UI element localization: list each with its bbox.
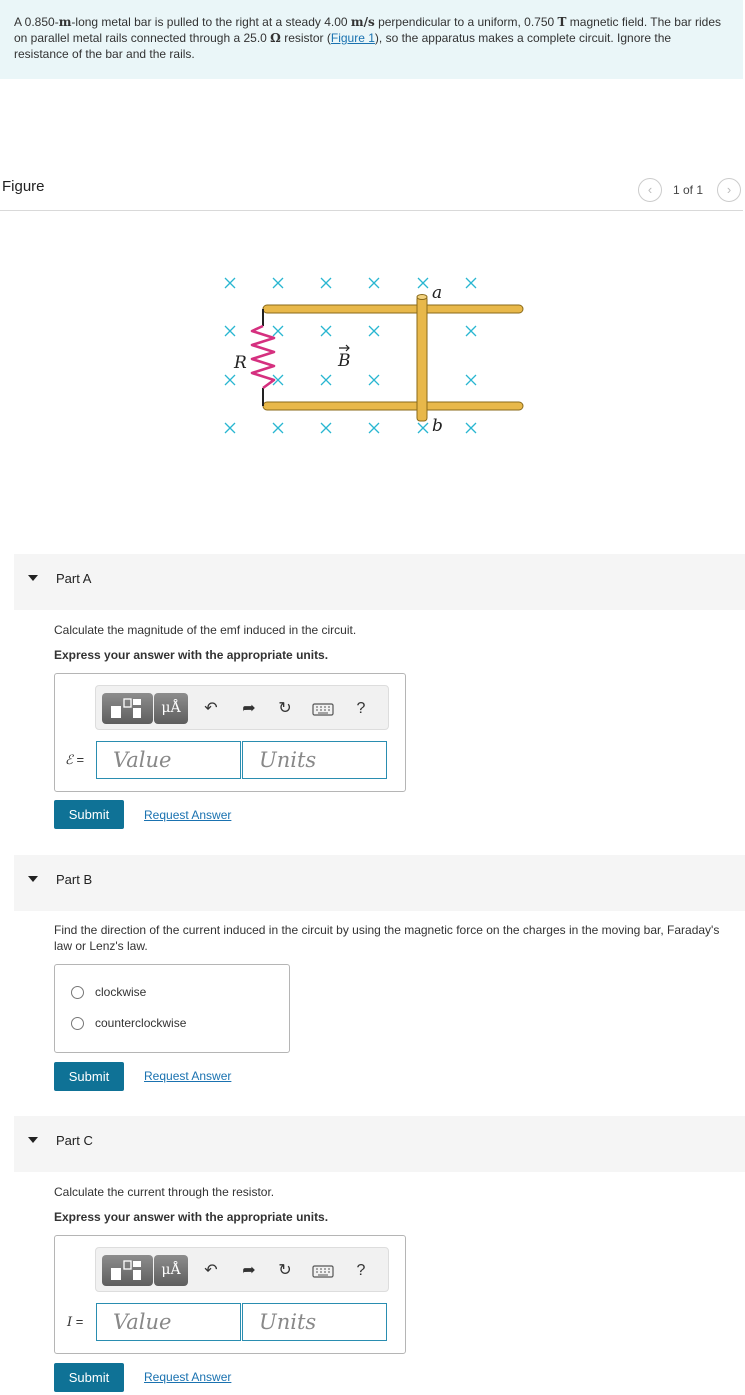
part-a-answer-box <box>54 673 406 792</box>
option-label[interactable]: clockwise <box>95 985 147 999</box>
resistor <box>252 326 274 388</box>
variable-symbol: ℰ <box>65 753 73 768</box>
variable-symbol: I <box>67 1315 73 1330</box>
help-button[interactable]: ? <box>356 1262 366 1279</box>
part-c-answer-box <box>54 1235 406 1354</box>
metal-bar-top <box>417 295 427 300</box>
option-label[interactable]: counterclockwise <box>95 1016 187 1030</box>
units-button[interactable]: μÅ <box>154 693 188 724</box>
figure-title: Figure <box>2 178 45 195</box>
label-R: R <box>234 353 247 373</box>
part-b-title: Part B <box>56 872 93 887</box>
problem-text: magnetic field. The bar rides on parallel metal rails connected through a 25.0 <box>14 15 721 45</box>
units-button[interactable]: μÅ <box>154 1255 188 1286</box>
units-input[interactable]: Units <box>242 1303 387 1341</box>
templates-icon <box>102 1255 153 1286</box>
request-answer-link[interactable]: Request Answer <box>144 808 232 822</box>
figure-header <box>0 172 743 211</box>
equals-sign: = <box>72 1314 84 1329</box>
chevron-left-icon[interactable]: ‹ <box>638 178 662 202</box>
request-answer-link[interactable]: Request Answer <box>144 1370 232 1384</box>
problem-text: A 0.850- <box>14 15 59 29</box>
caret-down-icon[interactable] <box>28 876 38 882</box>
problem-statement <box>0 0 743 79</box>
part-c-instruction: Express your answer with the appropriate units. <box>54 1210 329 1224</box>
caret-down-icon[interactable] <box>28 1137 38 1143</box>
keyboard-icon[interactable] <box>312 1260 334 1282</box>
problem-text: resistor ( <box>280 31 331 45</box>
figure-pager: 1 of 1 <box>673 183 704 197</box>
unit-ohm: Ω <box>270 31 281 45</box>
radio-button[interactable] <box>71 1017 84 1030</box>
bottom-rail <box>263 402 523 410</box>
direction-options <box>54 964 290 1053</box>
submit-button[interactable]: Submit <box>54 800 124 829</box>
part-c-header[interactable] <box>14 1116 745 1172</box>
part-a-header[interactable] <box>14 554 745 610</box>
units-input[interactable]: Units <box>242 741 387 779</box>
templates-button[interactable] <box>102 1255 153 1286</box>
templates-button[interactable] <box>102 693 153 724</box>
reset-icon[interactable]: ↻ <box>278 700 292 717</box>
unit-tesla: T <box>557 15 567 29</box>
top-rail <box>263 305 523 313</box>
part-a-question: Calculate the magnitude of the emf induced in the circuit. <box>54 623 357 637</box>
variable-label <box>65 752 84 768</box>
templates-icon <box>102 693 153 724</box>
label-a: a <box>432 283 443 303</box>
chevron-right-icon[interactable]: › <box>717 178 741 202</box>
unit-mps: m/s <box>350 15 375 29</box>
caret-down-icon[interactable] <box>28 575 38 581</box>
variable-label <box>67 1314 83 1330</box>
undo-icon[interactable]: ↶ <box>204 1262 218 1279</box>
unit-m: m <box>58 15 72 29</box>
value-input[interactable]: Value <box>96 1303 241 1341</box>
math-toolbar <box>95 1247 389 1292</box>
submit-button[interactable]: Submit <box>54 1062 124 1091</box>
metal-bar <box>417 296 427 421</box>
math-toolbar <box>95 685 389 730</box>
help-button[interactable]: ? <box>356 700 366 717</box>
equals-sign: = <box>72 752 85 767</box>
label-B: B <box>338 351 351 371</box>
problem-text: ), so the apparatus makes a complete circuit. Ignore the resistance of the bar and the rails. <box>14 31 672 61</box>
undo-icon[interactable]: ↶ <box>204 700 218 717</box>
request-answer-link[interactable]: Request Answer <box>144 1069 232 1083</box>
part-a-title: Part A <box>56 571 92 586</box>
submit-button[interactable]: Submit <box>54 1363 124 1392</box>
redo-icon[interactable]: ➦ <box>242 700 256 717</box>
part-b-question: Find the direction of the current induced in the circuit by using the magnetic force on the charges in the moving bar, Faraday's law or Lenz's law. <box>54 923 720 953</box>
figure-link[interactable]: Figure 1 <box>330 31 375 45</box>
part-c-question: Calculate the current through the resistor. <box>54 1185 275 1199</box>
circuit-figure <box>210 268 540 448</box>
part-c-title: Part C <box>56 1133 93 1148</box>
label-b: b <box>432 416 443 436</box>
problem-text: perpendicular to a uniform, 0.750 <box>374 15 558 29</box>
keyboard-icon[interactable] <box>312 698 334 720</box>
redo-icon[interactable]: ➦ <box>242 1262 256 1279</box>
part-a-instruction: Express your answer with the appropriate units. <box>54 648 329 662</box>
reset-icon[interactable]: ↻ <box>278 1262 292 1279</box>
radio-button[interactable] <box>71 986 84 999</box>
problem-text: -long metal bar is pulled to the right at a steady 4.00 <box>71 15 351 29</box>
value-input[interactable]: Value <box>96 741 241 779</box>
part-b-header[interactable] <box>14 855 745 911</box>
